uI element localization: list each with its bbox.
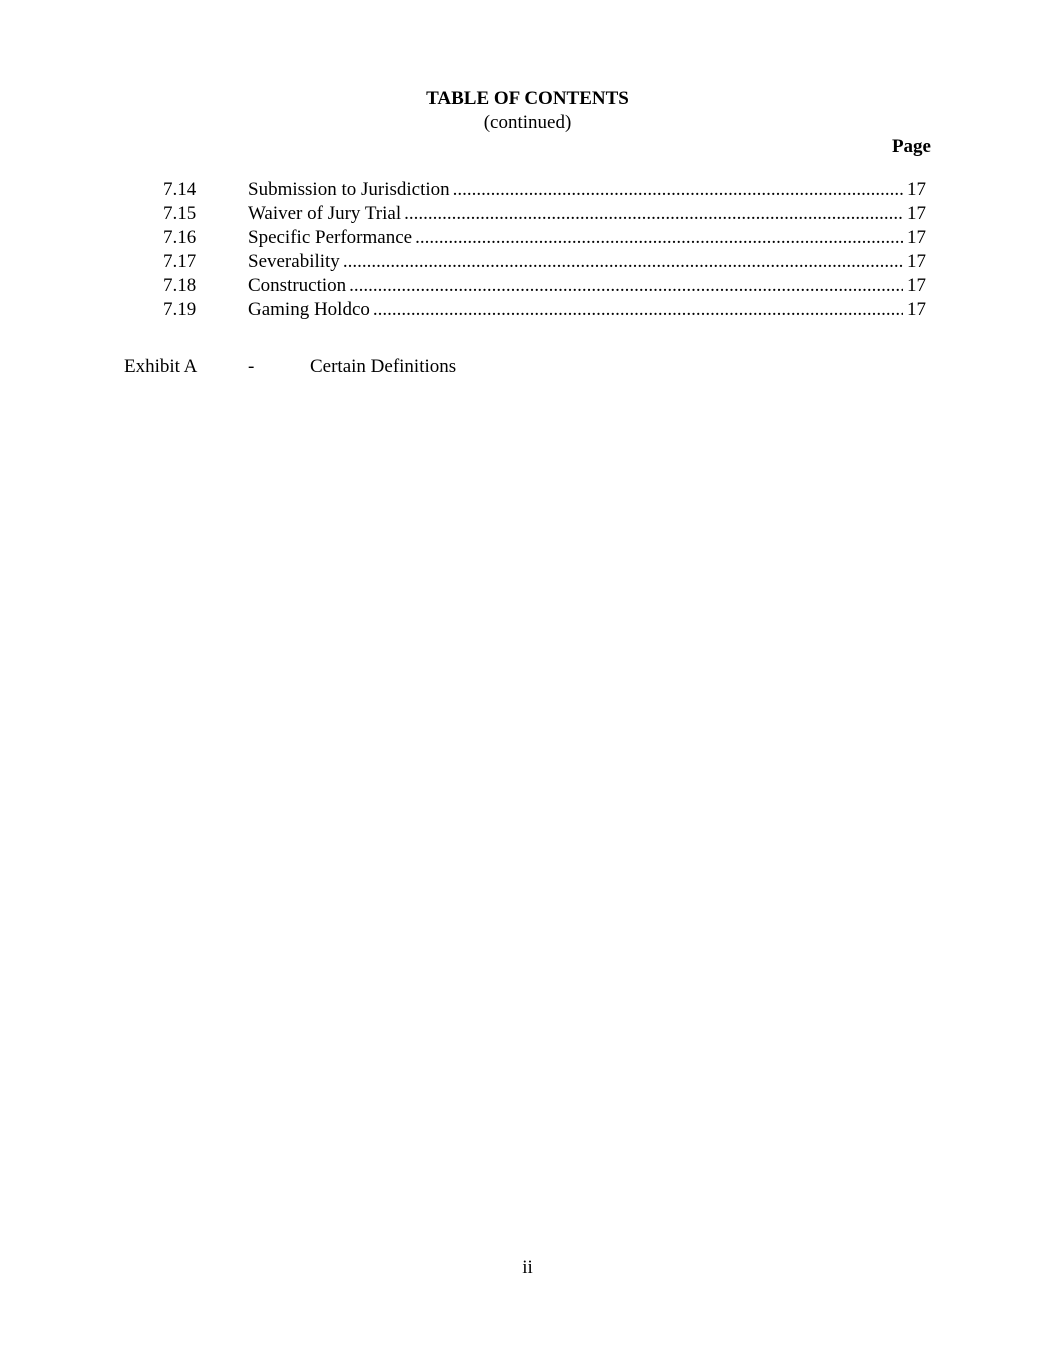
exhibit-label: Exhibit A — [124, 356, 198, 377]
dot-leader — [349, 274, 903, 298]
toc-entry — [248, 178, 926, 202]
toc-page-number: 17 — [903, 178, 926, 202]
toc-entry — [248, 226, 926, 250]
toc-entry — [248, 250, 926, 274]
exhibit-row — [0, 355, 1055, 379]
dot-leader — [453, 178, 903, 202]
toc-page-number: 17 — [903, 274, 926, 298]
toc-section-number: 7.17 — [163, 251, 197, 272]
toc-row — [0, 274, 1055, 298]
dot-leader — [415, 226, 903, 250]
toc-section-title: Specific Performance — [248, 226, 415, 250]
toc-section-number: 7.14 — [163, 179, 197, 200]
dot-leader — [404, 202, 903, 226]
toc-list — [0, 178, 1055, 322]
toc-page-number: 17 — [903, 250, 926, 274]
toc-entry — [248, 274, 926, 298]
toc-title: TABLE OF CONTENTS — [426, 88, 629, 109]
toc-entry — [248, 298, 926, 322]
toc-section-title: Gaming Holdco — [248, 298, 373, 322]
dot-leader — [343, 250, 903, 274]
exhibit-separator: - — [248, 356, 255, 377]
toc-row — [0, 226, 1055, 250]
toc-page-number: 17 — [903, 298, 926, 322]
toc-section-number: 7.16 — [163, 227, 197, 248]
toc-entry — [248, 202, 926, 226]
toc-section-title: Submission to Jurisdiction — [248, 178, 453, 202]
toc-section-title: Severability — [248, 250, 343, 274]
toc-section-title: Waiver of Jury Trial — [248, 202, 404, 226]
toc-section-number: 7.15 — [163, 203, 197, 224]
toc-section-title: Construction — [248, 274, 349, 298]
toc-section-number: 7.19 — [163, 299, 197, 320]
toc-row — [0, 178, 1055, 202]
page-column-header: Page — [891, 136, 931, 157]
toc-page-number: 17 — [903, 226, 926, 250]
toc-page-number: 17 — [903, 202, 926, 226]
toc-row — [0, 298, 1055, 322]
toc-row — [0, 202, 1055, 226]
exhibit-title: Certain Definitions — [310, 356, 457, 377]
toc-row — [0, 250, 1055, 274]
page-number-footer: ii — [522, 1257, 533, 1278]
toc-section-number: 7.18 — [163, 275, 197, 296]
dot-leader — [373, 298, 903, 322]
toc-subtitle: (continued) — [483, 112, 572, 133]
